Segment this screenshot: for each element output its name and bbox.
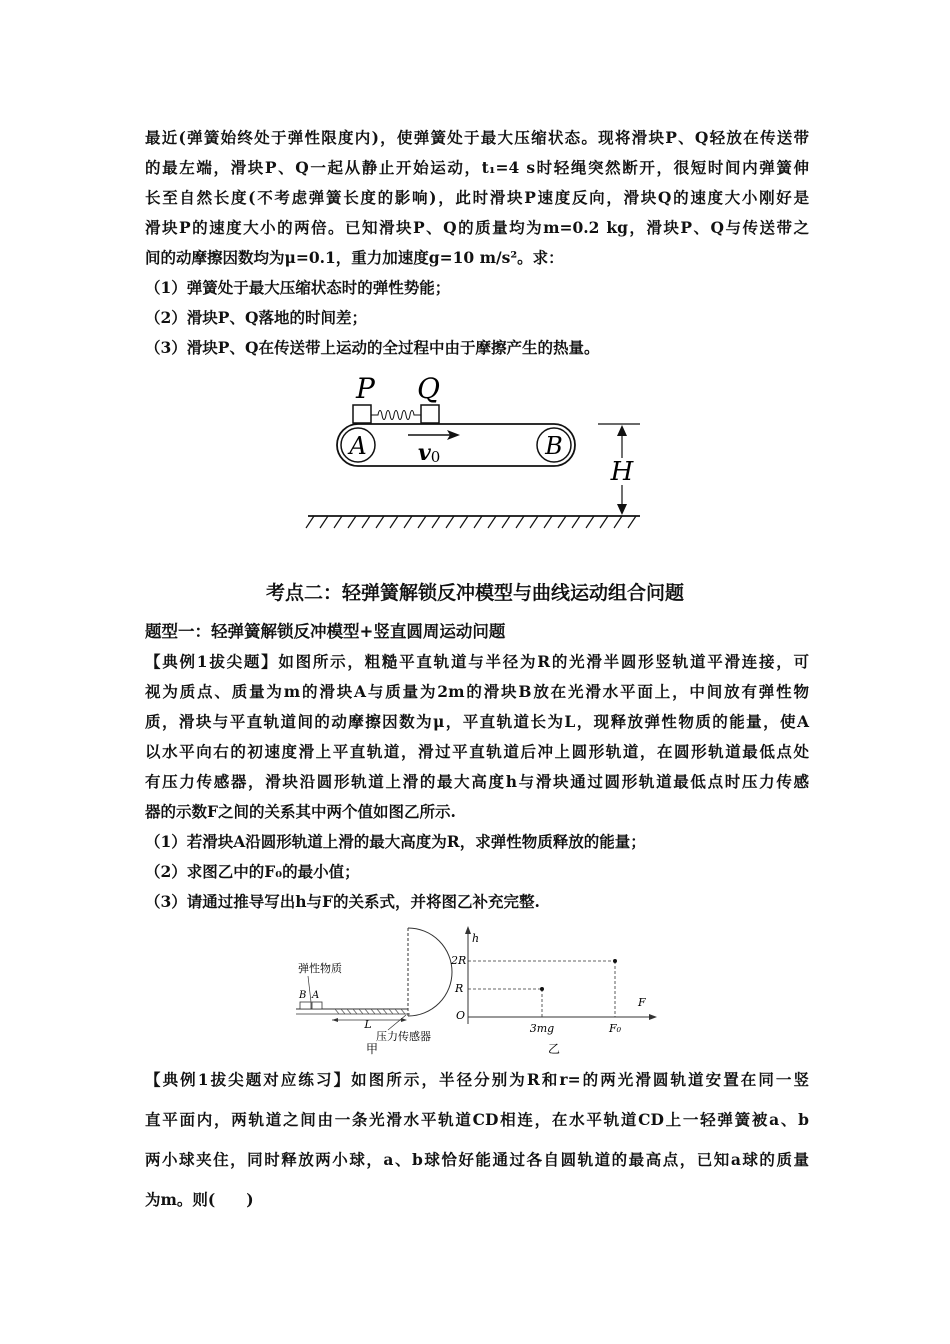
example1-line: 以水平向右的初速度滑上平直轨道，滑过平直轨道后冲上圆形轨道，在圆形轨道最低点处 <box>145 742 809 761</box>
height-arrow-down <box>617 504 627 515</box>
spring-icon <box>371 411 421 420</box>
example2-line: 两小球夹住，同时释放两小球，a、b球恰好能通过各自圆轨道的最高点，已知a球的质量 <box>145 1150 809 1169</box>
label-block-b: B <box>299 990 307 1001</box>
rough-hatching <box>335 1009 405 1014</box>
label-yi: 乙 <box>547 1042 561 1056</box>
tick-label-2r: 2R <box>451 954 467 967</box>
material-pointer <box>308 976 311 1002</box>
example2-paragraph <box>145 1060 809 1220</box>
label-v-sub: 0 <box>430 448 441 466</box>
label-sensor: 压力传感器 <box>376 1030 431 1043</box>
example1-line: 有压力传感器，滑块沿圆形轨道上滑的最大高度h与滑块通过圆形轨道最低点时压力传感 <box>145 772 809 791</box>
label-a: A <box>349 432 367 460</box>
label-v: v <box>418 440 431 466</box>
example2-line: 为m。则( ) <box>145 1190 254 1209</box>
intro-question: （3）滑块P、Q在传送带上运动的全过程中由于摩擦产生的热量。 <box>145 338 600 357</box>
example1-line: 器的示数F之间的关系其中两个值如图乙所示. <box>145 802 456 821</box>
origin-label: O <box>456 1009 466 1022</box>
height-arrow-up <box>617 425 627 436</box>
x-axis-label: F <box>638 996 646 1009</box>
intro-question: （1）弹簧处于最大压缩状态时的弹性势能； <box>145 278 451 297</box>
intro-line: 最近(弹簧始终处于弹性限度内)，使弹簧处于最大压缩状态。现将滑块P、Q轻放在传送带 <box>145 128 809 147</box>
intro-line: 长至自然长度(不考虑弹簧长度的影响)，此时滑块P速度反向，滑块Q的速度大小刚好是 <box>145 188 809 207</box>
y-axis-arrow <box>465 926 471 934</box>
label-block-a: A <box>312 990 320 1001</box>
example1-question: （2）求图乙中的F₀的最小值； <box>145 862 360 881</box>
tick-label-f0: F₀ <box>608 1022 622 1035</box>
label-jia: 甲 <box>365 1042 379 1056</box>
label-l: L <box>364 1018 372 1031</box>
label-h: H <box>610 457 634 487</box>
example1-paragraph <box>145 647 809 917</box>
label-v0 <box>418 440 440 466</box>
h-f-graph <box>450 922 662 1062</box>
example2-line: 直平面内，两轨道之间由一条光滑水平轨道CD相连，在水平轨道CD上一轻弹簧被a、b <box>145 1110 809 1129</box>
example1-line: 【典例1拔尖题】如图所示，粗糙平直轨道与半径为R的光滑半圆形竖轨道平滑连接，可 <box>145 652 809 671</box>
intro-line: 滑块P的速度大小的两倍。已知滑块P、Q的质量均为m=0.2 kg，滑块P、Q与传送带之 <box>145 218 809 237</box>
intro-line: 间的动摩擦因数均为μ=0.1，重力加速度g=10 m/s²。求： <box>145 248 564 267</box>
block-a <box>312 1002 322 1009</box>
semicircle-track <box>408 928 452 1016</box>
label-b: B <box>545 432 563 460</box>
intro-question: （2）滑块P、Q落地的时间差； <box>145 308 367 327</box>
example1-line: 视为质点、质量为m的滑块A与质量为2m的滑块B放在光滑水平面上，中间放有弹性物 <box>145 682 809 701</box>
block-b <box>300 1002 311 1009</box>
ground-hatching <box>306 516 636 528</box>
sensor-pointer <box>388 1015 406 1030</box>
conveyor-belt-figure <box>300 368 650 533</box>
example1-question: （1）若滑块A沿圆形轨道上滑的最大高度为R，求弹性物质释放的能量； <box>145 832 646 851</box>
block-p <box>353 405 371 423</box>
example1-question: （3）请通过推导写出h与F的关系式，并将图乙补充完整. <box>145 892 540 911</box>
y-axis-label: h <box>472 932 480 945</box>
section-title: 考点二：轻弹簧解锁反冲模型与曲线运动组合问题 <box>265 582 684 604</box>
intro-line: 的最左端，滑块P、Q一起从静止开始运动，t₁=4 s时轻绳突然断开，很短时间内弹簧伸 <box>145 158 809 177</box>
example1-line: 质，滑块与平直轨道间的动摩擦因数为μ，平直轨道长为L，现释放弹性物质的能量，使A <box>145 712 809 731</box>
intro-paragraph <box>145 123 809 363</box>
section-subtitle: 题型一：轻弹簧解锁反冲模型+竖直圆周运动问题 <box>145 622 506 641</box>
label-material: 弹性物质 <box>298 962 342 975</box>
length-arrow-left <box>332 1018 338 1022</box>
data-point-1 <box>613 959 617 963</box>
x-axis-arrow <box>649 1014 657 1020</box>
tick-label-3mg: 3mg <box>529 1022 555 1035</box>
tick-label-r: R <box>455 982 464 995</box>
label-q: Q <box>417 372 440 405</box>
example2-line: 【典例1拔尖题对应练习】如图所示，半径分别为R和r=的两光滑圆轨道安置在同一竖 <box>145 1070 809 1089</box>
track-figure <box>292 922 467 1057</box>
block-q <box>421 405 439 423</box>
label-p: P <box>356 372 375 405</box>
data-point-0 <box>540 987 544 991</box>
